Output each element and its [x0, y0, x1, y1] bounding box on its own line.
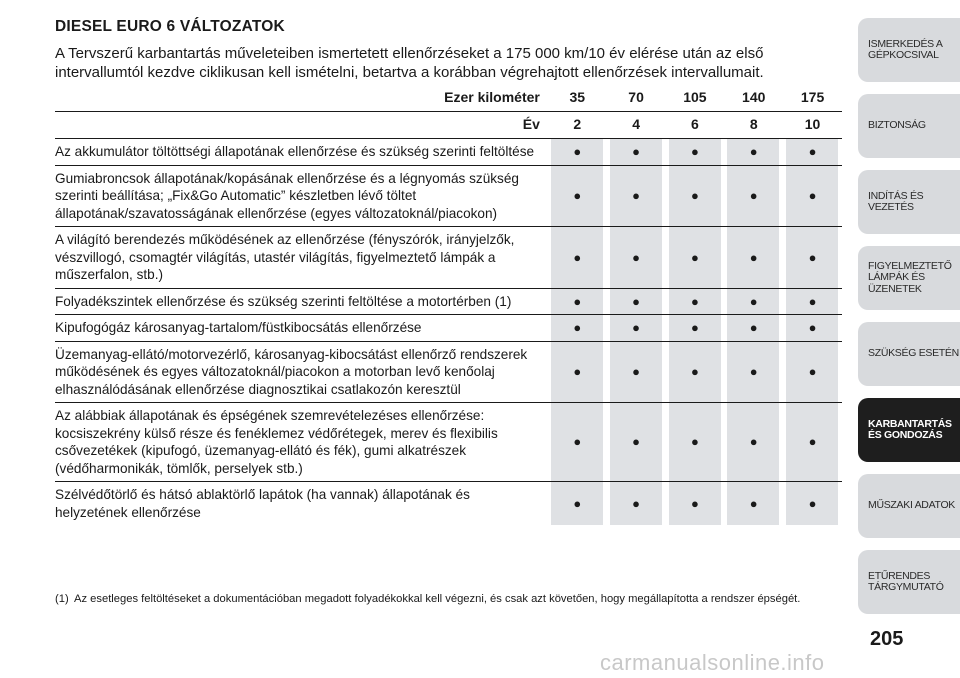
footnote — [55, 592, 835, 607]
check-dot: ● — [724, 165, 783, 227]
year-value: 4 — [607, 112, 666, 139]
check-dot: ● — [783, 227, 842, 289]
check-description: Az alábbiak állapotának és épségének szemrevételezéses ellenőrzése: kocsiszekrény külső része és fenéklemez védőrétegek, merev és flexibilis csővezetékek (kipufogó, üzemanyag-ellátó és fék), gumi alkatrészek (védőharmonikák, tömlők, perselyek stb.) — [55, 403, 548, 482]
table-row — [55, 227, 842, 289]
chapter-tab[interactable] — [858, 322, 960, 386]
check-description: A világító berendezés működésének az ellenőrzése (fényszórók, irányjelzők, vészvillogó, csomagtér világítás, utastér világítás, figyelmeztető lámpák a műszerfalon, stb.) — [55, 227, 548, 289]
page-number: 205 — [870, 628, 904, 650]
check-dot: ● — [607, 341, 666, 403]
chapter-tab-label: INDÍTÁS ÉS VEZETÉS — [868, 189, 924, 213]
table-row — [55, 315, 842, 342]
km-value: 175 — [783, 85, 842, 112]
check-dot: ● — [548, 288, 607, 315]
km-value: 70 — [607, 85, 666, 112]
check-dot: ● — [607, 227, 666, 289]
check-dot: ● — [724, 227, 783, 289]
chapter-tab-label: ISMERKEDÉS A GÉPKOCSIVAL — [868, 37, 943, 61]
check-dot: ● — [783, 165, 842, 227]
check-dot: ● — [724, 139, 783, 166]
check-description: Gumiabroncsok állapotának/kopásának ellenőrzése és a légnyomás szükség szerinti beállítása; „Fix&Go Automatic” készletben lévő töltet állapotának/szavatosságának ellenőrzése (egyes változatoknál/piacokon) — [55, 165, 548, 227]
check-dot: ● — [607, 482, 666, 526]
check-description: Kipufogógáz károsanyag-tartalom/füstkibocsátás ellenőrzése — [55, 315, 548, 342]
check-dot: ● — [783, 139, 842, 166]
check-dot: ● — [783, 315, 842, 342]
check-dot: ● — [607, 403, 666, 482]
chapter-tab-label: ETŰRENDES TÁRGYMUTATÓ — [868, 569, 944, 593]
check-dot: ● — [548, 165, 607, 227]
check-dot: ● — [666, 227, 725, 289]
chapter-tab-label: MŰSZAKI ADATOK — [868, 499, 956, 512]
year-header-label: Év — [55, 112, 548, 139]
chapter-tab[interactable] — [858, 550, 960, 614]
check-dot: ● — [607, 165, 666, 227]
check-dot: ● — [724, 403, 783, 482]
footnote-text: Az esetleges feltöltéseket a dokumentációban megadott folyadékokkal kell végezni, és csak azt követően, hogy megállapította a rendszer épségét. — [74, 593, 801, 605]
chapter-tab-label: BIZTONSÁG — [868, 119, 926, 132]
chapter-tab-label: SZÜKSÉG ESETÉN — [868, 347, 959, 360]
check-dot: ● — [548, 403, 607, 482]
table-row — [55, 403, 842, 482]
check-dot: ● — [607, 315, 666, 342]
chapter-tab-label: FIGYELMEZTETŐ LÁMPÁK ÉS ÜZENETEK — [868, 259, 952, 295]
check-dot: ● — [724, 341, 783, 403]
check-dot: ● — [724, 288, 783, 315]
check-dot: ● — [666, 482, 725, 526]
check-dot: ● — [783, 341, 842, 403]
chapter-tab[interactable] — [858, 18, 960, 82]
year-header-row — [55, 112, 842, 139]
chapter-tab[interactable] — [858, 474, 960, 538]
km-header-row — [55, 85, 842, 112]
check-description: Folyadékszintek ellenőrzése és szükség szerinti feltöltése a motortérben (1) — [55, 288, 548, 315]
check-dot: ● — [548, 315, 607, 342]
check-dot: ● — [548, 139, 607, 166]
maintenance-table — [55, 85, 842, 525]
check-dot: ● — [783, 288, 842, 315]
chapter-tab[interactable] — [858, 246, 960, 310]
year-value: 6 — [666, 112, 725, 139]
km-value: 35 — [548, 85, 607, 112]
check-dot: ● — [548, 341, 607, 403]
table-row — [55, 482, 842, 526]
section-heading: DIESEL EURO 6 VÁLTOZATOK — [55, 18, 285, 35]
footnote-mark: (1) — [55, 593, 69, 605]
check-dot: ● — [783, 403, 842, 482]
watermark: carmanualsonline.info — [600, 650, 825, 675]
check-dot: ● — [666, 403, 725, 482]
intro-paragraph: A Tervszerű karbantartás műveleteiben ismertetett ellenőrzéseket a 175 000 km/10 év elérése után az első intervallumtól kezdve ciklikusan kell ismételni, betartva a korábban végrehajtott ellenőrzések intervallumait. — [55, 45, 764, 81]
check-dot: ● — [548, 482, 607, 526]
table-row — [55, 139, 842, 166]
check-dot: ● — [666, 165, 725, 227]
chapter-tab[interactable] — [858, 170, 960, 234]
table-row — [55, 341, 842, 403]
check-description: Szélvédőtörlő és hátsó ablaktörlő lapátok (ha vannak) állapotának és helyzetének ellenőrzése — [55, 487, 470, 520]
year-value: 2 — [548, 112, 607, 139]
km-value: 140 — [724, 85, 783, 112]
check-dot: ● — [666, 288, 725, 315]
check-dot: ● — [607, 288, 666, 315]
year-value: 10 — [783, 112, 842, 139]
chapter-sidebar — [858, 18, 960, 628]
table-row — [55, 288, 842, 315]
chapter-tab-label: KARBANTARTÁS ÉS GONDOZÁS — [868, 417, 952, 441]
check-dot: ● — [548, 227, 607, 289]
km-value: 105 — [666, 85, 725, 112]
check-dot: ● — [783, 482, 842, 526]
check-dot: ● — [666, 315, 725, 342]
check-dot: ● — [724, 315, 783, 342]
check-dot: ● — [666, 139, 725, 166]
chapter-tab[interactable] — [858, 398, 960, 462]
check-description: Üzemanyag-ellátó/motorvezérlő, károsanyag-kibocsátást ellenőrző rendszerek működésének és egyes változatoknál/piacokon a motorban levő kenőolaj elhasználódásának ellenőrzése diagnosztikai csatlakozón keresztül — [55, 341, 548, 403]
check-dot: ● — [724, 482, 783, 526]
km-header-label: Ezer kilométer — [55, 85, 548, 112]
check-dot: ● — [607, 139, 666, 166]
table-row — [55, 165, 842, 227]
check-dot: ● — [666, 341, 725, 403]
year-value: 8 — [724, 112, 783, 139]
chapter-tab[interactable] — [858, 94, 960, 158]
check-description: Az akkumulátor töltöttségi állapotának ellenőrzése és szükség szerinti feltöltése — [55, 139, 548, 166]
